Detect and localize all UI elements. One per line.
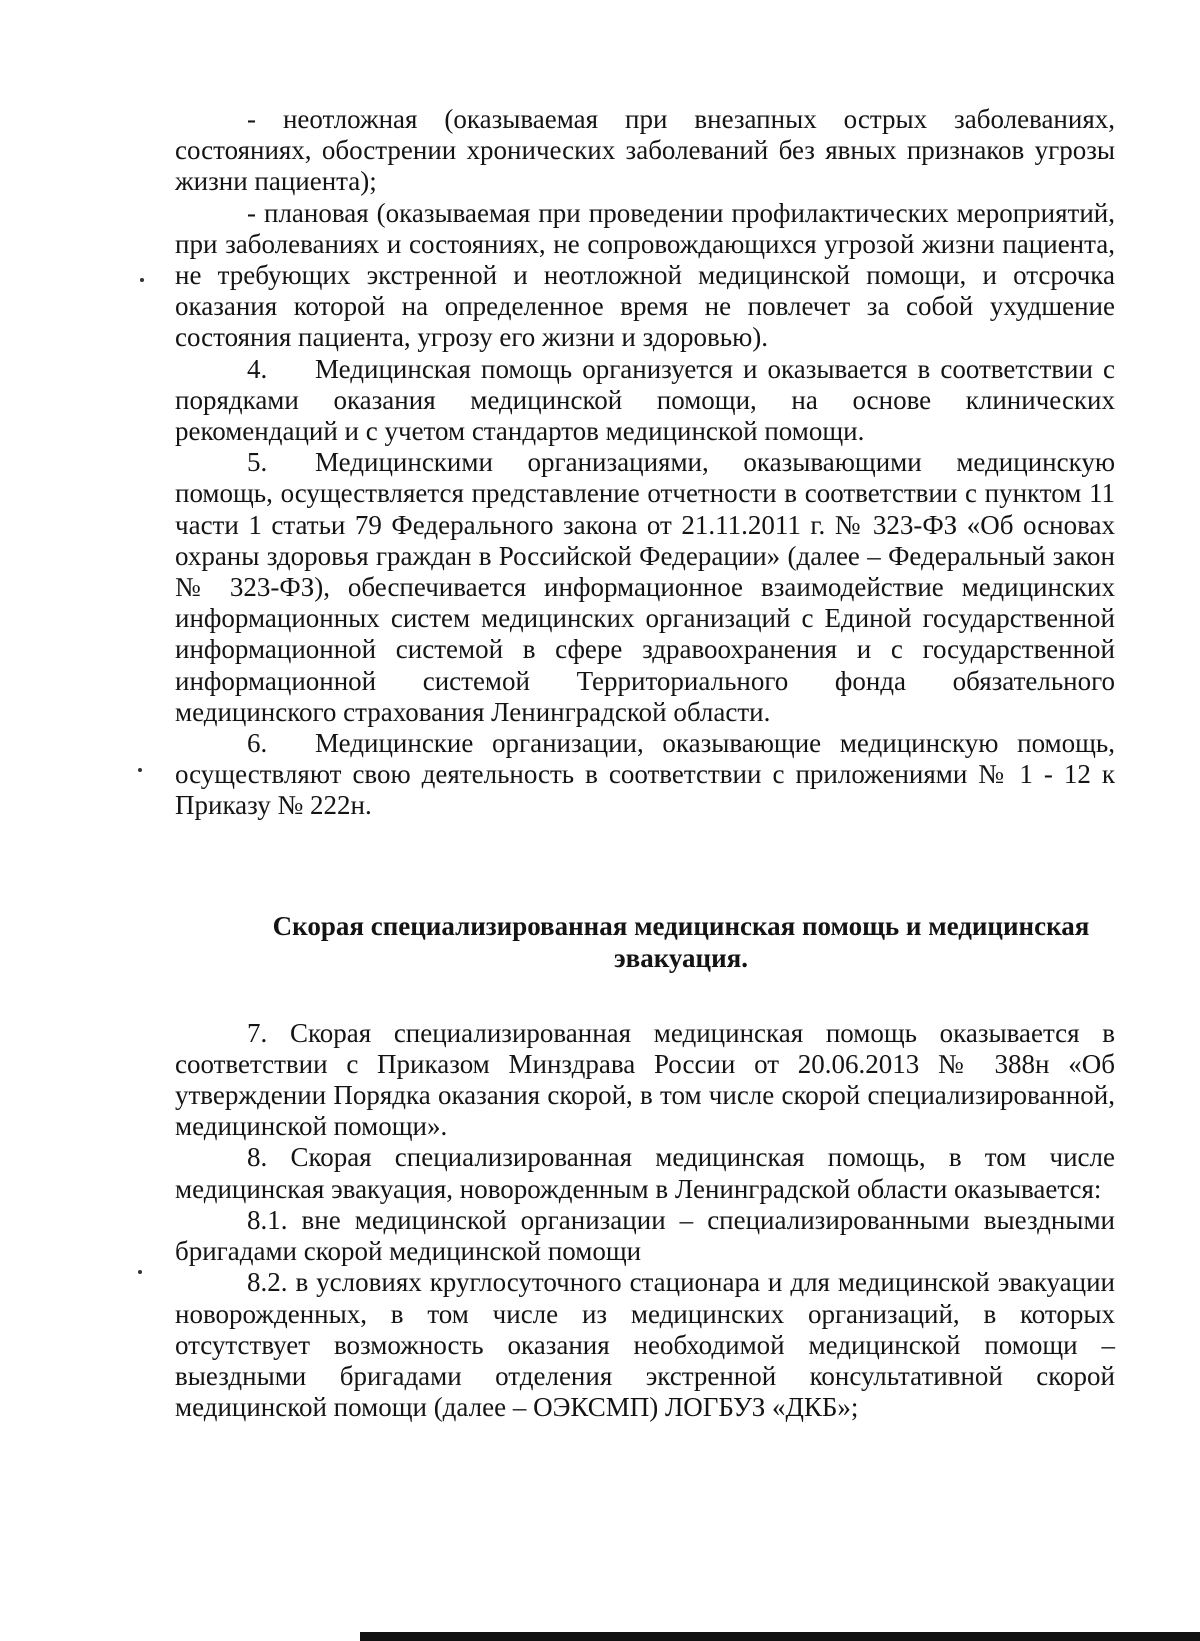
section-title: Скорая специализированная медицинская помощь и медицинская эвакуация. [272, 910, 1090, 973]
paragraph-8-1: 8.1. вне медицинской организации – специализированными выездными бригадами скорой медицинской помощи [175, 1204, 1115, 1267]
scan-speck [138, 768, 142, 772]
paragraph-planned-care: - плановая (оказываемая при проведении профилактических мероприятий, при заболеваниях и состояниях, не сопровождающихся угрозой жизни пациента, не требующих экстренной и неотложной медицинской помощи, и отсрочка оказания которой на определенное время не повлечет за собой ухудшение состояния пациента, угрозу его жизни и здоровью). [175, 197, 1115, 353]
paragraph-number: 6. [247, 728, 268, 759]
scan-speck [138, 1270, 142, 1274]
paragraph-6 [175, 728, 1115, 822]
paragraph-number: 4. [247, 353, 268, 384]
paragraph-urgent-care: - неотложная (оказываемая при внезапных острых заболеваниях, состояниях, обострении хронических заболеваний без явных признаков угрозы жизни пациента); [175, 104, 1115, 197]
paragraph-8: 8. Скорая специализированная медицинская помощь, в том числе медицинская эвакуация, новорожденным в Ленинградской области оказывается: [175, 1142, 1115, 1204]
document-body [175, 104, 1115, 1423]
scan-bottom-edge [360, 1632, 1200, 1641]
paragraph-number: 5. [247, 447, 268, 478]
paragraph-7: 7. Скорая специализированная медицинская помощь оказывается в соответствии с Приказом Минздрава России от 20.06.2013 № 388н «Об утверждении Порядка оказания скорой, в том числе скорой специализированной, медицинской помощи». [175, 1017, 1115, 1142]
paragraph-text: Медицинскими организациями, оказывающими медицинскую помощь, осуществляется представление отчетности в соответствии с пунктом 11 части 1 статьи 79 Федерального закона от 21.11.2011 г. № 323-ФЗ «Об основах охраны здоровья граждан в Российской Федерации» (далее – Федеральный закон № 323-ФЗ), обеспечивается информационное взаимодействие медицинских информационных систем медицинских организаций с Единой государственной информационной системой в сфере здравоохранения и с государственной информационной системой Территориального фонда обязательного медицинского страхования Ленинградской области. [175, 447, 1115, 727]
paragraph-text: Медицинские организации, оказывающие медицинскую помощь, осуществляют свою деятельность в соответствии с приложениями № 1 - 12 к Приказу № 222н. [175, 728, 1115, 821]
paragraph-text: Медицинская помощь организуется и оказывается в соответствии с порядками оказания медицинской помощи, на основе клинических рекомендаций и с учетом стандартов медицинской помощи. [175, 353, 1115, 447]
paragraph-8-2: 8.2. в условиях круглосуточного стационара и для медицинской эвакуации новорожденных, в том числе из медицинских организаций, в которых отсутствует возможность оказания необходимой медицинской помощи – выездными бригадами отделения экстренной консультативной скорой медицинской помощи (далее – ОЭКСМП) ЛОГБУЗ «ДКБ»; [175, 1267, 1115, 1423]
paragraph-4 [175, 354, 1115, 448]
scan-speck [140, 278, 144, 282]
paragraph-5 [175, 447, 1115, 728]
